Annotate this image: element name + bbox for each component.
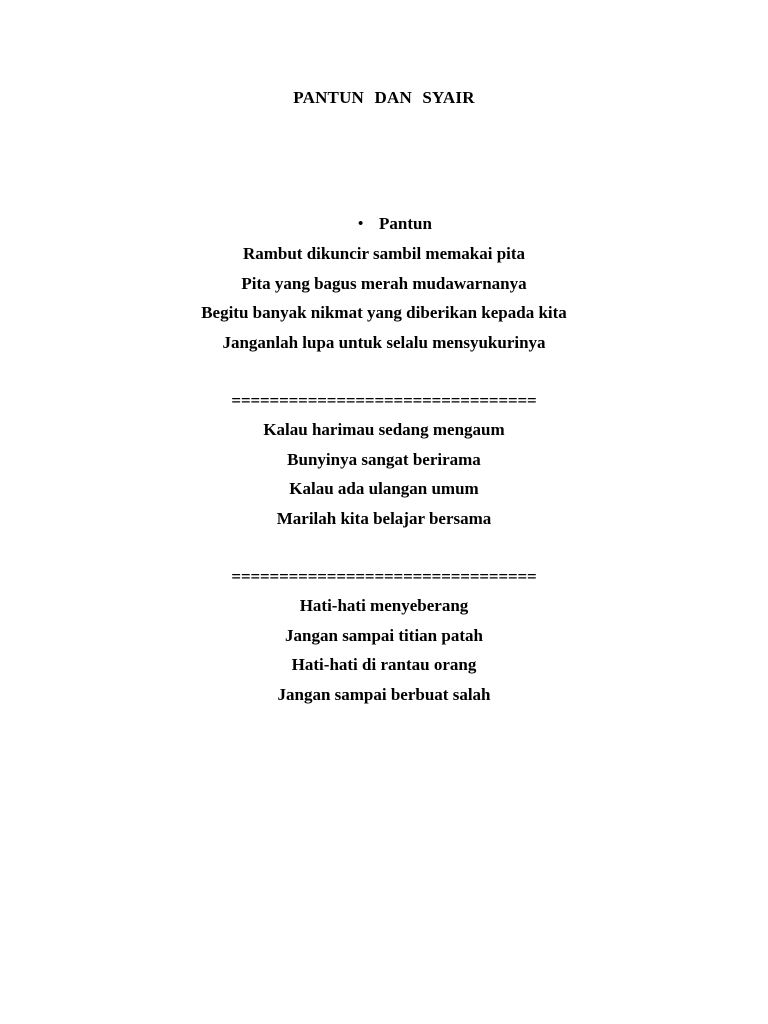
stanza-1 [0,243,768,361]
stanza-line: Rambut dikuncir sambil memakai pita [242,244,526,263]
section-heading-label: Pantun [379,214,432,233]
stanza-line: Pita yang bagus merah mudawarnanya [241,273,527,293]
document-title: PANTUN DAN SYAIR [293,88,475,107]
stanza-line: Hati-hati menyeberang [299,596,469,615]
stanza-line: Hati-hati di rantau orang [291,655,477,674]
bullet-icon: • [358,216,364,232]
stanza-line: Bunyinya sangat berirama [287,449,481,469]
stanza-line: Jangan sampai berbuat salah [277,684,491,704]
stanza-3 [0,595,768,713]
stanza-line: Begitu banyak nikmat yang diberikan kepada kita [201,303,567,322]
stanza-line: Marilah kita belajar bersama [276,508,492,528]
stanza-divider: ================================ [231,391,537,410]
stanza-2 [0,419,768,537]
stanza-divider: ================================ [231,567,537,586]
stanza-line: Kalau harimau sedang mengaum [263,420,505,439]
stanza-line: Kalau ada ulangan umum [289,479,479,498]
stanza-line: Jangan sampai titian patah [285,625,483,645]
stanza-line: Janganlah lupa untuk selalu mensyukurinya [222,332,546,352]
